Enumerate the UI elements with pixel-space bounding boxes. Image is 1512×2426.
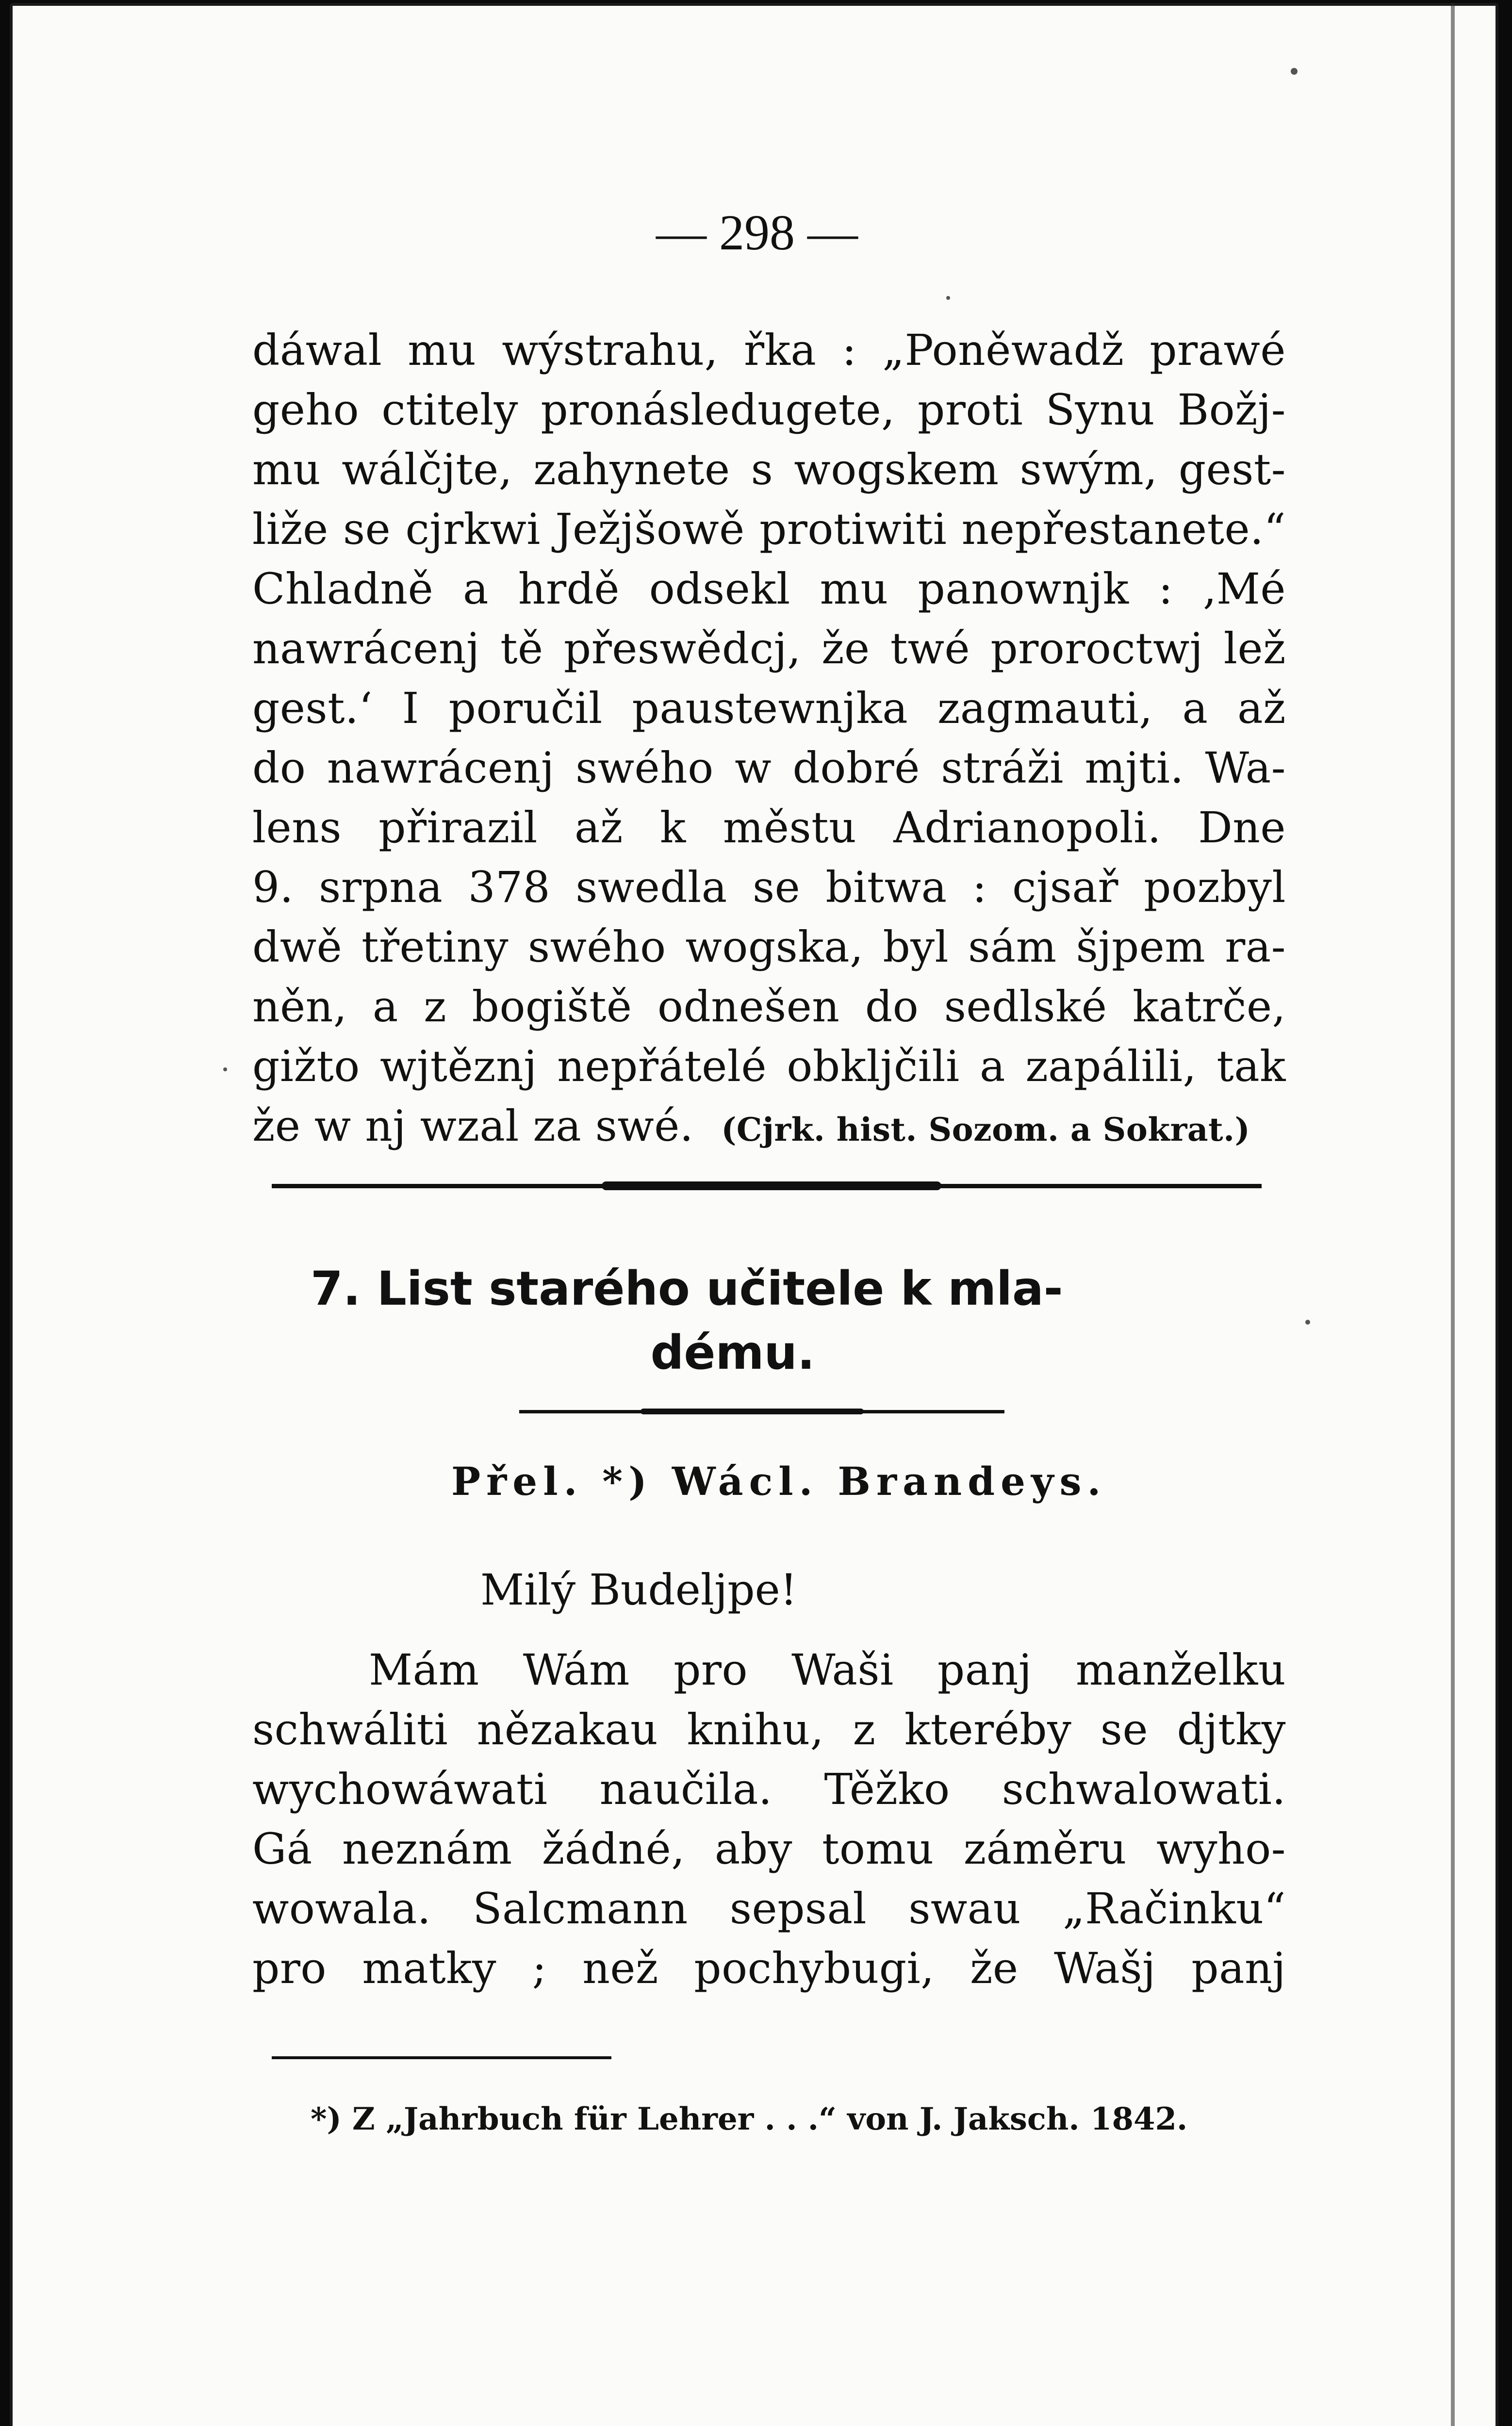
divider-swell: [641, 1409, 864, 1414]
section-heading-line-2: dému.: [650, 1326, 815, 1380]
scan-speck: [946, 296, 950, 300]
scan-speck: [1291, 68, 1298, 75]
text-line: schwáliti nězakau knihu, z kteréby se djtky: [252, 1705, 1286, 1754]
footnote-rule: [272, 2056, 611, 2059]
section-heading-line-1: 7. List starého učitele k mla-: [311, 1262, 1063, 1316]
scan-speck: [223, 1067, 227, 1071]
text-line: liže se cjrkwi Ježjšowě protiwiti nepřestanete.“: [252, 504, 1286, 554]
scan-speck: [1305, 1320, 1310, 1325]
paragraph-2: [252, 1640, 1286, 1998]
text-line: wowala. Salcmann sepsal swau „Račinku“: [252, 1884, 1286, 1934]
letter-salutation: Milý Budeljpe!: [480, 1565, 798, 1615]
page-number: — 298 —: [656, 205, 858, 261]
text-line: gest.‘ I poručil paustewnjka zagmauti, a až: [252, 683, 1286, 733]
divider-swell: [602, 1181, 941, 1190]
text-line: geho ctitely pronásledugete, proti Synu Božj-: [252, 385, 1286, 435]
text-line: do nawrácenj swého w dobré stráži mjti. Wa-: [252, 743, 1286, 793]
text-line: Mám Wám pro Waši panj manželku: [369, 1645, 1286, 1695]
text-line: mu wálčjte, zahynete s wogskem swým, gest-: [252, 444, 1286, 494]
section-heading: [311, 1257, 1252, 1385]
section-divider-bottom: [519, 1410, 1004, 1413]
text-line: dwě třetiny swého wogska, byl sám šjpem ra-: [252, 922, 1286, 972]
paragraph-1-ending: že w nj wzal za swé.: [252, 1101, 694, 1151]
text-line: pro matky ; než pochybugi, že Wašj panj: [252, 1943, 1286, 1993]
text-line: dáwal mu wýstrahu, řka : „Poněwadž prawé: [252, 325, 1286, 375]
page-edge-shadow: [1451, 3, 1455, 2426]
paragraph-1: [252, 320, 1286, 1160]
text-line: wychowáwati naučila. Těžko schwalowati.: [252, 1764, 1286, 1814]
source-citation: (Cjrk. hist. Sozom. a Sokrat.): [721, 1111, 1250, 1148]
text-line: gižto wjtěznj nepřátelé obkljčili a zapálili, tak: [252, 1041, 1286, 1091]
section-divider-top: [272, 1184, 1262, 1188]
text-line: 9. srpna 378 swedla se bitwa : cjsař pozbyl: [252, 862, 1286, 912]
text-line: lens přirazil až k městu Adrianopoli. Dne: [252, 803, 1286, 852]
text-line: Chladně a hrdě odsekl mu panownjk : ‚Mé: [252, 564, 1286, 614]
text-line: něn, a z bogiště odnešen do sedlské katrče,: [252, 982, 1286, 1032]
text-line-last: [252, 1096, 1286, 1160]
translator-credit: Přel. *) Wácl. Brandeys.: [451, 1459, 1107, 1504]
footnote: *) Z „Jahrbuch für Lehrer . . .“ von J. Jaksch. 1842.: [311, 2101, 1188, 2137]
text-line: nawrácenj tě přeswědcj, že twé proroctwj lež: [252, 623, 1286, 673]
text-line: Gá neznám žádné, aby tomu záměru wyho-: [252, 1824, 1286, 1874]
